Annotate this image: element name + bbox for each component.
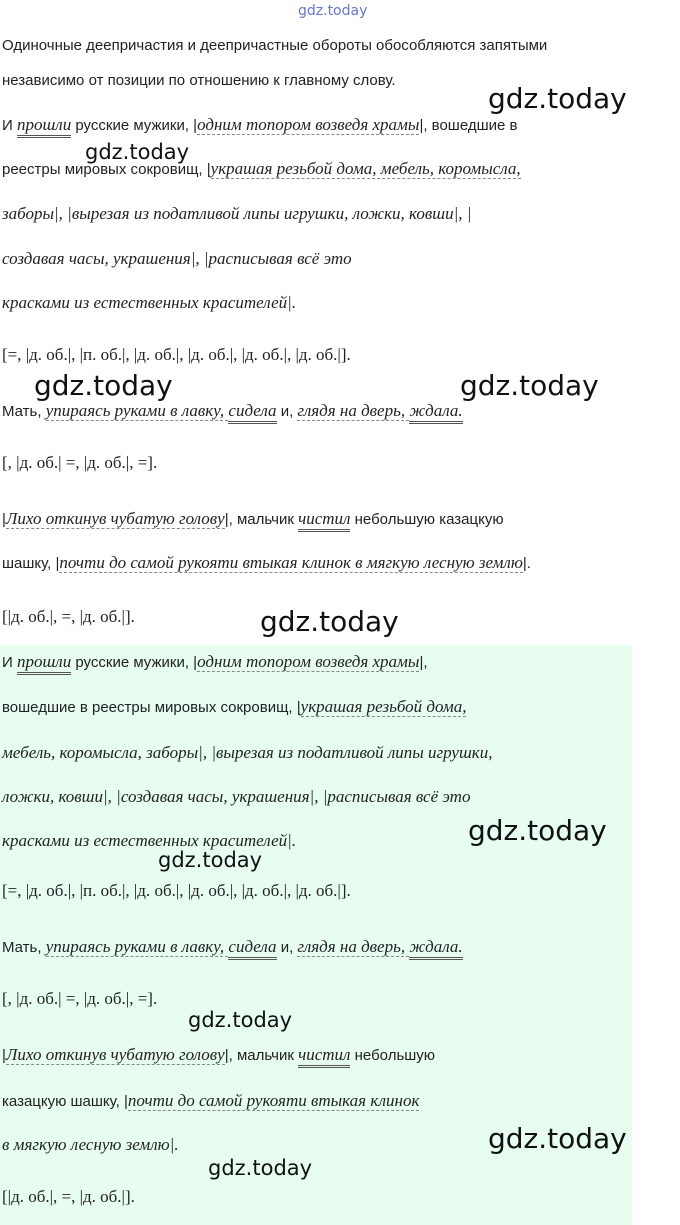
schema-2: [, |д. об.| =, |д. об.|, =].: [2, 453, 158, 472]
answer-schema-2: [, |д. об.| =, |д. об.|, =].: [2, 989, 158, 1008]
answer-schema-3: [|д. об.|, =, |д. об.|].: [2, 1187, 135, 1206]
watermark: gdz.today: [34, 369, 173, 402]
answer-sentence-1-line-1: И прошли русские мужики, |одним топором возведя храмы|,: [2, 651, 428, 674]
answer-sentence-1-line-2: вошедшие в реестры мировых сокровищ, |украшая резьбой дома,: [2, 697, 467, 716]
watermark: gdz.today: [488, 1122, 627, 1155]
sentence-1-line-1: И прошли русские мужики, |одним топором возведя храмы|, вошедшие в: [2, 114, 518, 137]
answer-schema-1: [=, |д. об.|, |п. об.|, |д. об.|, |д. об.|, |д. об.|, |д. об.|].: [2, 881, 351, 900]
rule-line-1: Одиночные деепричастия и деепричастные обороты обособляются запятыми: [2, 37, 548, 54]
watermark: gdz.today: [158, 848, 263, 872]
watermark: gdz.today: [468, 814, 607, 847]
watermark: gdz.today: [460, 369, 599, 402]
watermark: gdz.today: [85, 140, 190, 164]
sentence-1-line-3: заборы|, |вырезая из податливой липы игрушки, ложки, ковши|, |: [2, 204, 472, 223]
answer-sentence-1-line-5: красками из естественных красителей|.: [2, 831, 297, 850]
sentence-1-line-4: создавая часы, украшения|, |расписывая всё это: [2, 249, 352, 268]
answer-sentence-1-line-3: мебель, коромысла, заборы|, |вырезая из податливой липы игрушки,: [2, 743, 493, 762]
answer-sentence-3-line-2: казацкую шашку, |почти до самой рукояти втыкая клинок: [2, 1091, 420, 1110]
watermark: gdz.today: [488, 82, 627, 115]
rule-line-2: независимо от позиции по отношению к главному слову.: [2, 72, 396, 89]
schema-3: [|д. об.|, =, |д. об.|].: [2, 607, 135, 626]
sentence-3-line-1: |Лихо откинув чубатую голову|, мальчик чистил небольшую казацкую: [2, 508, 504, 531]
watermark: gdz.today: [188, 1008, 293, 1032]
sentence-1-line-2: реестры мировых сокровищ, |украшая резьбой дома, мебель, коромысла,: [2, 159, 521, 178]
answer-sentence-1-line-4: ложки, ковши|, |создавая часы, украшения|, |расписывая всё это: [2, 787, 471, 806]
watermark: gdz.today: [260, 605, 399, 638]
answer-sentence-3-line-3: в мягкую лесную землю|.: [2, 1135, 179, 1154]
predicate: прошли: [17, 115, 71, 138]
sentence-3-line-2: шашку, |почти до самой рукояти втыкая клинок в мягкую лесную землю|.: [2, 553, 531, 572]
answer-sentence-3-line-1: |Лихо откинув чубатую голову|, мальчик чистил небольшую: [2, 1044, 435, 1067]
site-brand[interactable]: gdz.today: [298, 3, 368, 19]
schema-1: [=, |д. об.|, |п. об.|, |д. об.|, |д. об.|, |д. об.|, |д. об.|].: [2, 345, 351, 364]
watermark: gdz.today: [208, 1156, 313, 1180]
sentence-1-line-5: красками из естественных красителей|.: [2, 293, 297, 312]
answer-sentence-2: Мать, упираясь руками в лавку, сидела и, глядя на дверь, ждала.: [2, 936, 463, 959]
sentence-2: Мать, упираясь руками в лавку, сидела и, глядя на дверь, ждала.: [2, 400, 463, 423]
participle-phrase: одним топором возведя храмы: [197, 115, 420, 134]
